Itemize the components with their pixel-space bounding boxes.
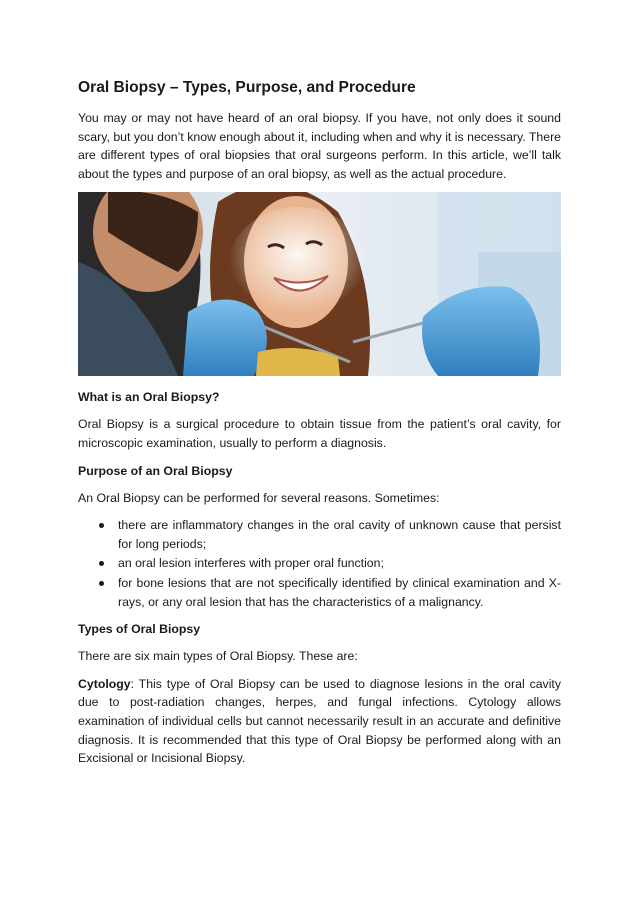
list-item <box>78 574 561 611</box>
purpose-heading: Purpose of an Oral Biopsy <box>78 463 233 478</box>
list-item-text: for bone lesions that are not specifically identified by clinical examination and X-rays, or any oral lesion that has the characteristics of a malignancy. <box>118 575 561 609</box>
dental-patient-photo <box>78 192 561 376</box>
list-item-text: there are inflammatory changes in the oral cavity of unknown cause that persist for long periods; <box>118 518 561 551</box>
types-paragraph: There are six main types of Oral Biopsy. These are: <box>78 649 358 664</box>
purpose-list <box>78 516 561 611</box>
bullet-icon <box>99 581 104 586</box>
article-body <box>78 78 561 777</box>
what-heading: What is an Oral Biopsy? <box>78 390 220 405</box>
bullet-icon <box>99 523 104 528</box>
what-paragraph: Oral Biopsy is a surgical procedure to obtain tissue from the patient’s oral cavity, for microscopic examination, usually to perform a diagnosis. <box>78 417 561 450</box>
dental-patient-illustration <box>78 192 561 376</box>
bullet-icon <box>99 561 104 566</box>
purpose-paragraph: An Oral Biopsy can be performed for several reasons. Sometimes: <box>78 490 440 505</box>
cytology-term: Cytology <box>78 676 131 691</box>
types-heading: Types of Oral Biopsy <box>78 622 201 637</box>
cytology-paragraph <box>78 675 561 768</box>
cytology-text: : This type of Oral Biopsy can be used to diagnose lesions in the oral cavity due to post-radiation changes, herpes, and fungal infections. Cytology allows examination of individual cells but cannot necessarily result in an accurate and definitive diagnosis. It is recommended that this type of Oral Biopsy be performed along with an Excisional or Incisional Biopsy. <box>78 676 561 766</box>
list-item-text: an oral lesion interferes with proper oral function; <box>118 556 384 571</box>
article-title: Oral Biopsy – Types, Purpose, and Procedure <box>78 79 416 96</box>
intro-paragraph: You may or may not have heard of an oral biopsy. If you have, not only does it sound scary, but you don’t know enough about it, including when and why it is necessary. There are different types of oral biopsies that oral surgeons perform. In this article, we’ll talk about the types and purpose of an oral biopsy, as well as the actual procedure. <box>78 111 561 181</box>
list-item <box>78 516 561 553</box>
list-item <box>78 554 561 573</box>
